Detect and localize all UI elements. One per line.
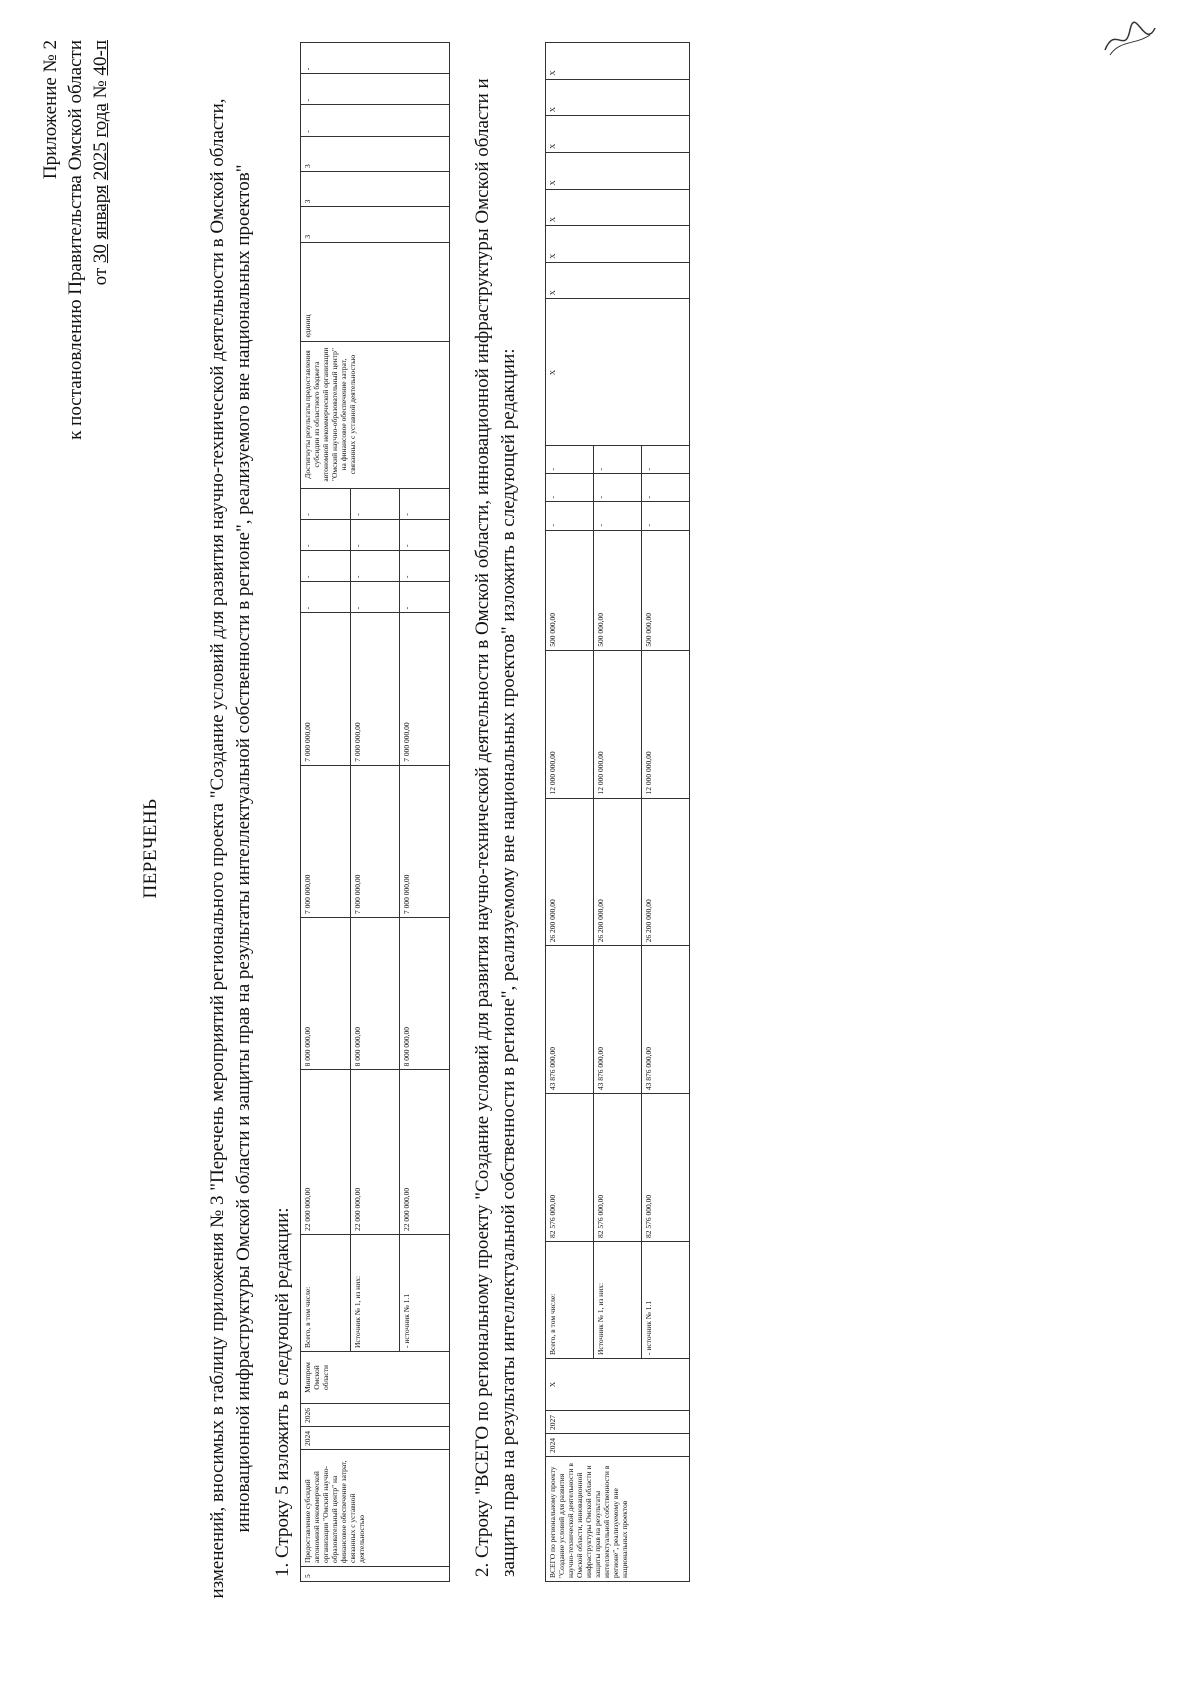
- indicator-value: 3: [301, 207, 450, 242]
- value-cell: 26 200 000,00: [593, 798, 641, 946]
- value-cell: -: [546, 446, 594, 474]
- value-cell: 8 000 000,00: [301, 918, 351, 1070]
- value-cell: -: [641, 474, 689, 502]
- value-cell: 8 000 000,00: [350, 918, 400, 1070]
- indicator-value: 3: [301, 172, 450, 207]
- start-year: 2024: [546, 1434, 690, 1457]
- section-2-heading: 2. Строку "ВСЕГО по региональному проекту "Создание условий для развития научно-технической деятельности в Омской области, инновационной инфраструктуры Омской области и защиты прав на результаты интеллектуальной собственности в регионе", реализуемому вне национальных проектов" изложить в следующей редакции:: [472, 78, 519, 1577]
- indicator-value: 3: [301, 136, 450, 171]
- decree-reference: к постановлению Правительства Омской области: [65, 40, 86, 440]
- value-cell: 7 000 000,00: [350, 613, 400, 765]
- executor: Минпром Омской области: [301, 1352, 450, 1404]
- value-cell: -: [350, 582, 400, 613]
- value-cell: 7 000 000,00: [400, 613, 450, 765]
- value-cell: 22 000 000,00: [301, 1070, 351, 1235]
- source-total: Всего, в том числе:: [546, 1242, 594, 1359]
- value-cell: -: [350, 550, 400, 581]
- executor: X: [546, 1359, 690, 1411]
- indicator-value: -: [301, 74, 450, 105]
- indicator-value: X: [546, 79, 690, 116]
- value-cell: -: [400, 550, 450, 581]
- document-subtitle: изменений, вносимых в таблицу приложения № 3 "Перечень мероприятий регионального проекта "Создание условий для развития научно-технической деятельности в Омской области, инновационной инфраструктуры Омской области и защиты прав на результаты интеллектуальной собственности в регионе", реализуемого вне национальных проектов": [207, 98, 254, 1599]
- indicator-value: X: [546, 43, 690, 80]
- value-cell: 7 000 000,00: [400, 765, 450, 917]
- value-cell: -: [301, 488, 351, 519]
- end-year: 2027: [546, 1411, 690, 1434]
- table-row-total: [545, 42, 690, 1582]
- value-cell: -: [301, 519, 351, 550]
- start-year: 2024: [301, 1427, 450, 1450]
- table-row-5: [300, 42, 450, 1582]
- value-cell: 26 200 000,00: [546, 798, 594, 946]
- value-cell: -: [641, 446, 689, 474]
- value-cell: 12 000 000,00: [641, 650, 689, 798]
- unit: единиц: [301, 242, 450, 341]
- value-cell: 12 000 000,00: [593, 650, 641, 798]
- value-cell: -: [400, 582, 450, 613]
- value-cell: 22 000 000,00: [400, 1070, 450, 1235]
- decree-date-line: от 30 января 2025 года № 40-п: [90, 40, 111, 286]
- value-cell: 82 576 000,00: [641, 1094, 689, 1242]
- section-1-heading: 1. Строку 5 изложить в следующей редакции:: [272, 1207, 293, 1577]
- result-indicator: X: [546, 299, 690, 446]
- source-1-1: - источник № 1.1: [400, 1235, 450, 1352]
- total-name: ВСЕГО по региональному проекту "Создание условий для развития научно-технической деятельности в Омской области, инновационной инфраструктуры Омской области и защиты прав на результаты интеллектуальной собственности в регионе", реализуемому вне национальных проектов: [546, 1457, 690, 1582]
- document-header: [38, 40, 113, 440]
- value-cell: 8 000 000,00: [400, 918, 450, 1070]
- value-cell: -: [546, 474, 594, 502]
- value-cell: 43 876 000,00: [641, 946, 689, 1094]
- value-cell: 82 576 000,00: [593, 1094, 641, 1242]
- indicator-value: -: [301, 43, 450, 74]
- value-cell: -: [546, 502, 594, 530]
- end-year: 2026: [301, 1404, 450, 1427]
- value-cell: 43 876 000,00: [593, 946, 641, 1094]
- appendix-number: Приложение № 2: [40, 40, 61, 180]
- value-cell: -: [301, 550, 351, 581]
- value-cell: -: [593, 446, 641, 474]
- source-1-1: - источник № 1.1: [641, 1242, 689, 1359]
- value-cell: 500 000,00: [641, 530, 689, 650]
- indicator-value: X: [546, 189, 690, 226]
- source-1: Источник № 1, из них:: [350, 1235, 400, 1352]
- value-cell: -: [350, 488, 400, 519]
- indicator-value: X: [546, 116, 690, 153]
- measure-name: Предоставление субсидий автономной некоммерческой организации "Омский научно-образовательный центр" на финансовое обеспечение затрат, связанных с уставной деятельностью: [301, 1450, 450, 1567]
- value-cell: -: [641, 502, 689, 530]
- value-cell: 22 000 000,00: [350, 1070, 400, 1235]
- result-indicator: Достигнуты результаты предоставления субсидии из областного бюджета автономной некоммерческой организации "Омский научно-образовательный центр" на финансовое обеспечение затрат, связанных с уставной деятельностью: [301, 341, 450, 488]
- value-cell: 7 000 000,00: [350, 765, 400, 917]
- value-cell: 12 000 000,00: [546, 650, 594, 798]
- value-cell: 500 000,00: [546, 530, 594, 650]
- value-cell: -: [593, 502, 641, 530]
- unit: X: [546, 262, 690, 299]
- value-cell: 82 576 000,00: [546, 1094, 594, 1242]
- source-1: Источник № 1, из них:: [593, 1242, 641, 1359]
- row-number: 5: [301, 1567, 450, 1582]
- value-cell: -: [400, 519, 450, 550]
- value-cell: 7 000 000,00: [301, 765, 351, 917]
- value-cell: 7 000 000,00: [301, 613, 351, 765]
- indicator-value: -: [301, 105, 450, 136]
- value-cell: 500 000,00: [593, 530, 641, 650]
- value-cell: -: [350, 519, 400, 550]
- value-cell: -: [400, 488, 450, 519]
- document-title: ПЕРЕЧЕНЬ: [140, 798, 161, 899]
- indicator-value: X: [546, 152, 690, 189]
- value-cell: 43 876 000,00: [546, 946, 594, 1094]
- source-total: Всего, в том числе:: [301, 1235, 351, 1352]
- value-cell: -: [301, 582, 351, 613]
- indicator-value: X: [546, 226, 690, 263]
- value-cell: 26 200 000,00: [641, 798, 689, 946]
- value-cell: -: [593, 474, 641, 502]
